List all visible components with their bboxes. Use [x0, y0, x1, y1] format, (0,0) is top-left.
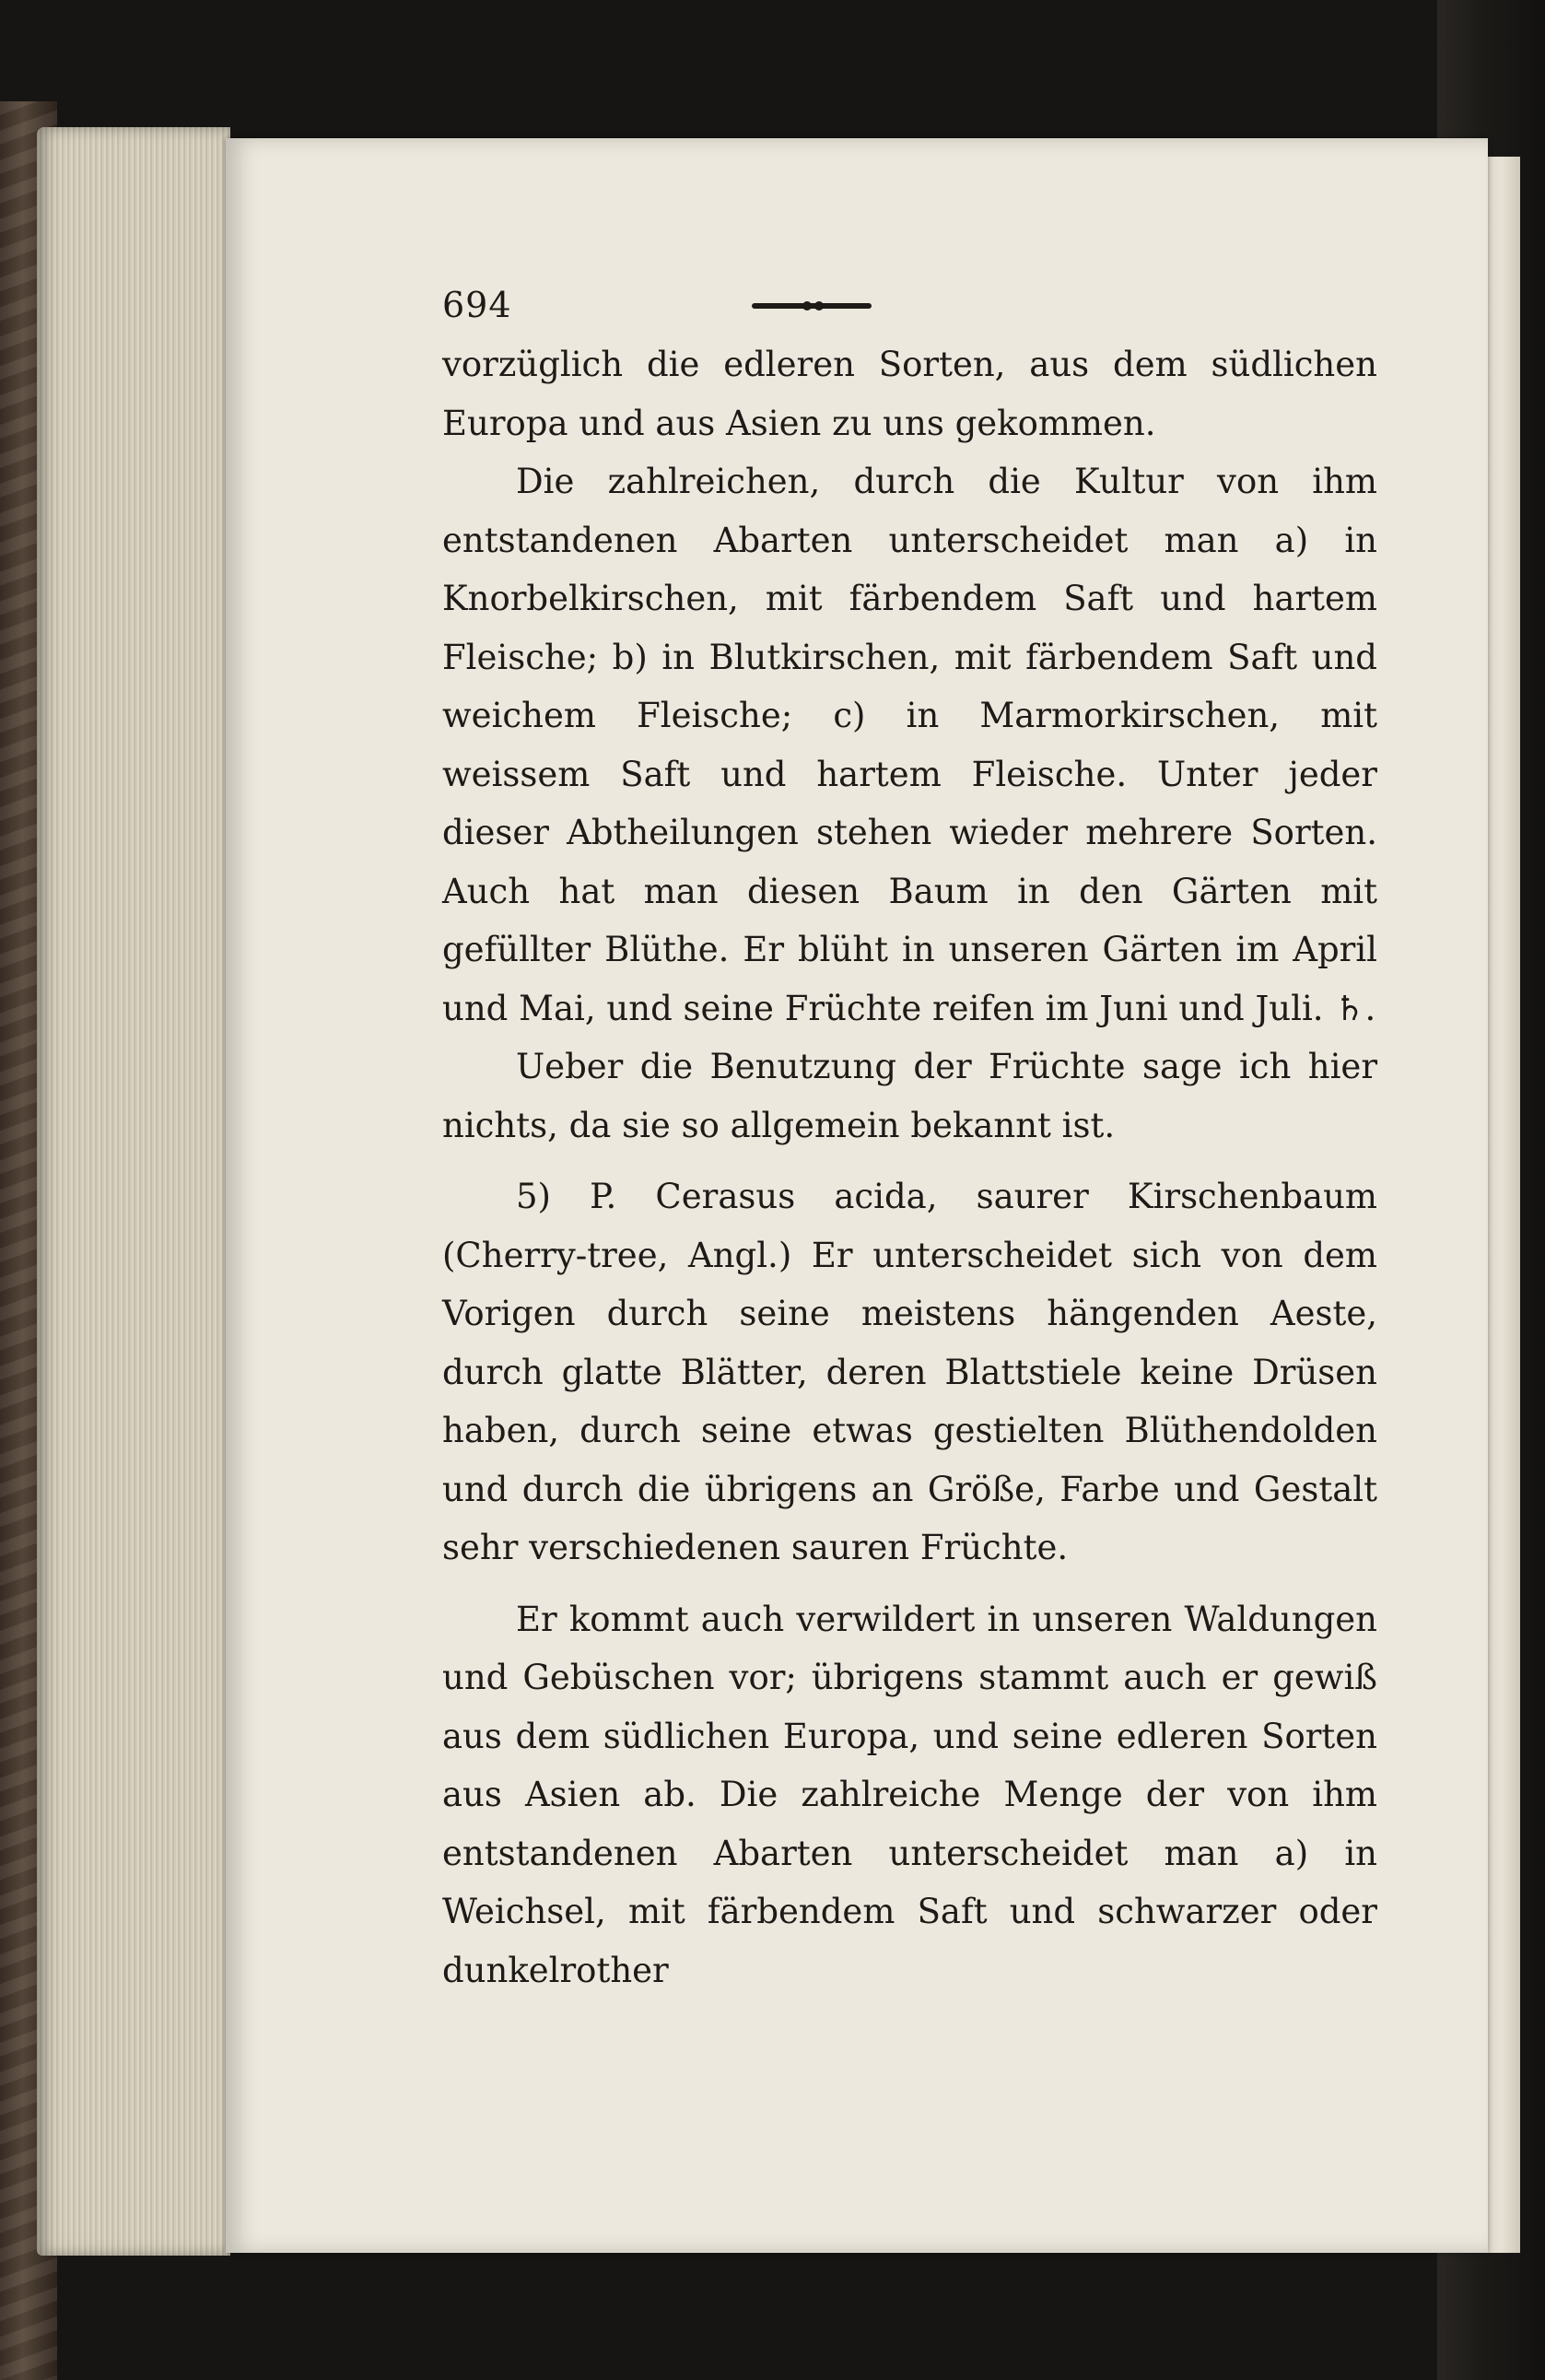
page-number: 694: [442, 285, 512, 326]
paragraph-varieties: Die zahlreichen, durch die Kultur von ihm entstandenen Abarten unterscheidet man a) in Knorbelkirschen, mit färbendem Saft und hartem Fleische; b) in Blutkirschen, mit färbendem Saft und weichem Fleische; c) in Marmorkirschen, mit weissem Saft und hartem Fleische. Unter jeder dieser Abtheilungen stehen wieder mehrere Sorten. Auch hat man diesen Baum in den Gärten mit gefüllter Blüthe. Er blüht in unseren Gärten im April und Mai, und seine Früchte reifen im Juni und Juli. ♄.: [442, 462, 1377, 1028]
page-stack-edge: [37, 127, 230, 2256]
paragraph-continuation: vorzüglich die edleren Sorten, aus dem südlichen Europa und aus Asien zu uns gekommen.: [442, 345, 1377, 443]
paragraph-wild-growth: Er kommt auch verwildert in unseren Waldungen und Gebüschen vor; übrigens stammt auch er gewiß aus dem südlichen Europa, und seine edleren Sorten aus Asien ab. Die zahlreiche Menge der von ihm entstandenen Abarten unterscheidet man a) in Weichsel, mit färbendem Saft und schwarzer oder dunkelrother: [442, 1599, 1377, 1990]
header-ornament-icon: [752, 303, 872, 309]
paragraph-usage: Ueber die Benutzung der Früchte sage ich hier nichts, da sie so allgemein bekannt ist.: [442, 1047, 1377, 1145]
paragraph-sour-cherry: 5) P. Cerasus acida, saurer Kirschenbaum (Cherry-tree, Angl.) Er unterscheidet sich von dem Vorigen durch seine meistens hängenden Aeste, durch glatte Blätter, deren Blattstiele keine Drüsen haben, durch seine etwas gestielten Blüthendolden und durch die übrigens an Größe, Farbe und Gestalt sehr verschiedenen sauren Früchte.: [442, 1177, 1377, 1567]
page-header: [442, 276, 1377, 335]
page-text: [442, 276, 1377, 1999]
